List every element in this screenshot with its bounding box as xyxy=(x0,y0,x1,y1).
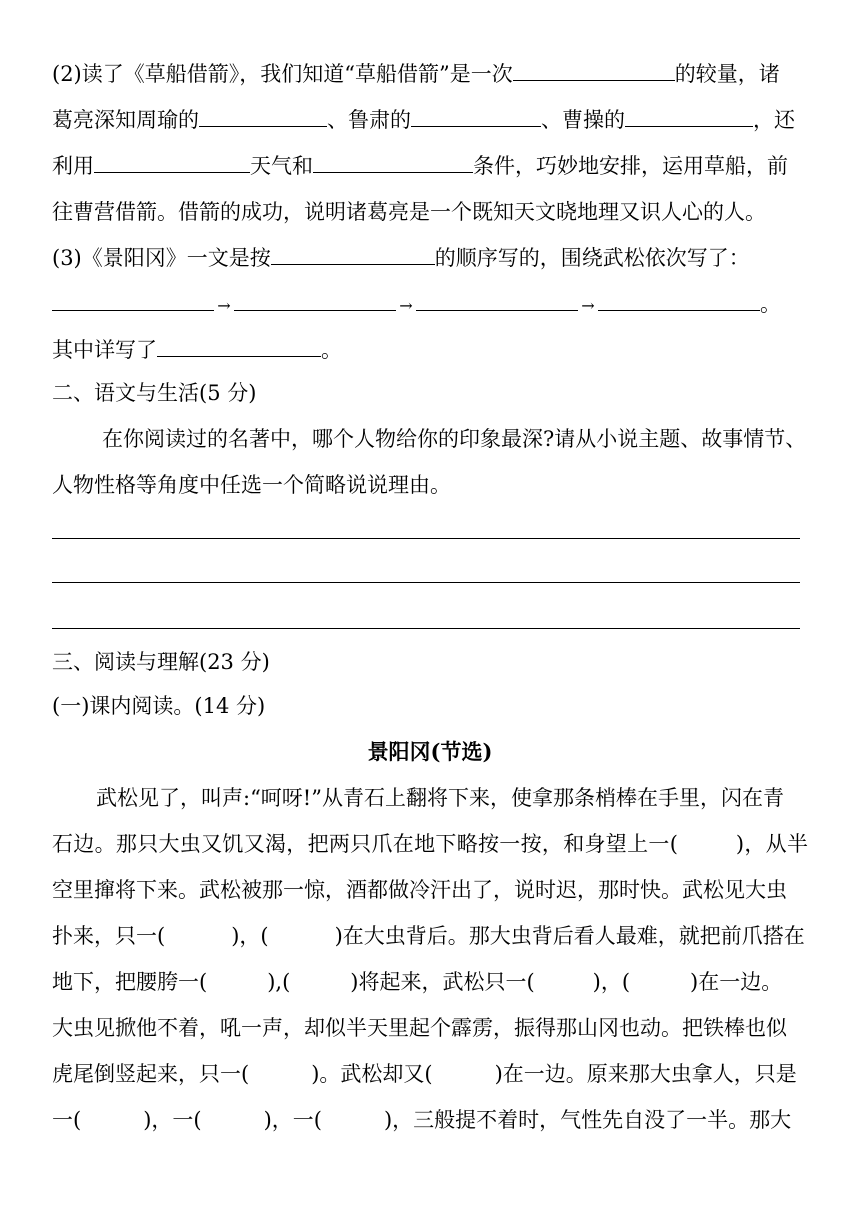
passage-line-7 xyxy=(52,1058,808,1090)
passage-text: 虎尾倒竖起来，只一( xyxy=(52,1062,250,1086)
q2-line-3 xyxy=(52,150,808,182)
passage-text: )，( xyxy=(231,924,269,948)
passage-text: )在一边。 xyxy=(690,970,783,994)
q3-line-3 xyxy=(52,334,808,366)
q3-text: 。 xyxy=(760,292,781,316)
answer-blank[interactable] xyxy=(199,104,327,127)
arrow-icon: → xyxy=(399,296,413,315)
passage-text: )，( xyxy=(592,970,631,994)
answer-blank[interactable] xyxy=(513,58,675,81)
answer-blank[interactable] xyxy=(598,288,760,311)
section2-heading: 二、语文与生活(5 分) xyxy=(52,381,257,405)
passage-title: 景阳冈(节选) xyxy=(367,739,493,764)
answer-blank[interactable] xyxy=(52,288,214,311)
passage-text: 地下，把腰胯一( xyxy=(52,970,208,994)
passage-line-1: 武松见了，叫声:“呵呀!”从青石上翻将下来，使拿那条梢棒在手里，闪在青 xyxy=(96,786,784,810)
section3-heading: 三、阅读与理解(23 分) xyxy=(52,650,270,674)
arrow-icon: → xyxy=(217,296,231,315)
answer-blank[interactable] xyxy=(157,334,321,357)
q2-text: 的较量，诸 xyxy=(674,62,780,86)
answer-blank[interactable] xyxy=(313,150,473,173)
passage-text: )，从半 xyxy=(735,832,808,856)
q3-text: 其中详写了 xyxy=(52,338,157,362)
section2-prompt-line-2: 人物性格等角度中任选一个简略说说理由。 xyxy=(52,473,451,497)
q2-text: 、鲁肃的 xyxy=(327,108,411,132)
q3-text: 。 xyxy=(321,338,342,362)
answer-blank[interactable] xyxy=(271,242,435,265)
q2-line-1 xyxy=(52,58,808,90)
passage-text: )，三般提不着时，气性先自没了一半。那大 xyxy=(383,1108,792,1132)
passage-text: 一( xyxy=(52,1108,82,1132)
q2-text: 葛亮深知周瑜的 xyxy=(52,108,199,132)
passage-text: ),( xyxy=(267,970,291,994)
passage-line-8 xyxy=(52,1104,808,1136)
q2-line-4: 往曹营借箭。借箭的成功，说明诸葛亮是一个既知天文晓地理又识人心的人。 xyxy=(52,200,766,224)
q3-line-1 xyxy=(52,242,808,274)
q3-sequence-line xyxy=(52,288,808,322)
passage-line-2 xyxy=(52,828,808,860)
passage-text: 石边。那只大虫又饥又渴，把两只爪在地下略按一按，和身望上一( xyxy=(52,832,678,856)
passage-line-5 xyxy=(52,966,808,998)
answer-blank[interactable] xyxy=(416,288,578,311)
answer-blank[interactable] xyxy=(625,104,753,127)
answer-blank[interactable] xyxy=(234,288,396,311)
passage-line-6: 大虫见掀他不着，吼一声，却似半天里起个霹雳，振得那山冈也动。把铁棒也似 xyxy=(52,1016,787,1040)
answer-blank[interactable] xyxy=(411,104,541,127)
q2-line-2 xyxy=(52,104,808,136)
passage-text: )在一边。原来那大虫拿人，只是 xyxy=(494,1062,797,1086)
passage-text: )。武松却又( xyxy=(311,1062,433,1086)
answer-line[interactable] xyxy=(52,538,800,539)
q2-text: 天气和 xyxy=(250,154,313,178)
q2-text: 利用 xyxy=(52,154,94,178)
section3-subheading: (一)课内阅读。(14 分) xyxy=(52,694,266,718)
q2-text: 、曹操的 xyxy=(541,108,625,132)
passage-text: 扑来，只一( xyxy=(52,924,166,948)
passage-text: )，一( xyxy=(263,1108,322,1132)
answer-blank[interactable] xyxy=(94,150,250,173)
q2-text: 条件，巧妙地安排，运用草船，前 xyxy=(473,154,788,178)
section2-prompt-line-1: 在你阅读过的名著中，哪个人物给你的印象最深?请从小说主题、故事情节、 xyxy=(102,427,807,451)
passage-line-3: 空里撺将下来。武松被那一惊，酒都做冷汗出了，说时迟，那时快。武松见大虫 xyxy=(52,878,787,902)
passage-text: )将起来，武松只一( xyxy=(350,970,535,994)
q2-text: ，还 xyxy=(753,108,795,132)
answer-line[interactable] xyxy=(52,628,800,629)
passage-text: )，一( xyxy=(143,1108,202,1132)
answer-line[interactable] xyxy=(52,582,800,583)
passage-line-4 xyxy=(52,920,808,952)
passage-text: )在大虫背后。那大虫背后看人最难，就把前爪搭在 xyxy=(334,924,805,948)
arrow-icon: → xyxy=(581,296,595,315)
q2-text: (2)读了《草船借箭》，我们知道“草船借箭”是一次 xyxy=(52,62,513,86)
q3-text: 的顺序写的，围绕武松依次写了： xyxy=(434,246,750,270)
q3-text: (3)《景阳冈》一文是按 xyxy=(52,246,271,270)
